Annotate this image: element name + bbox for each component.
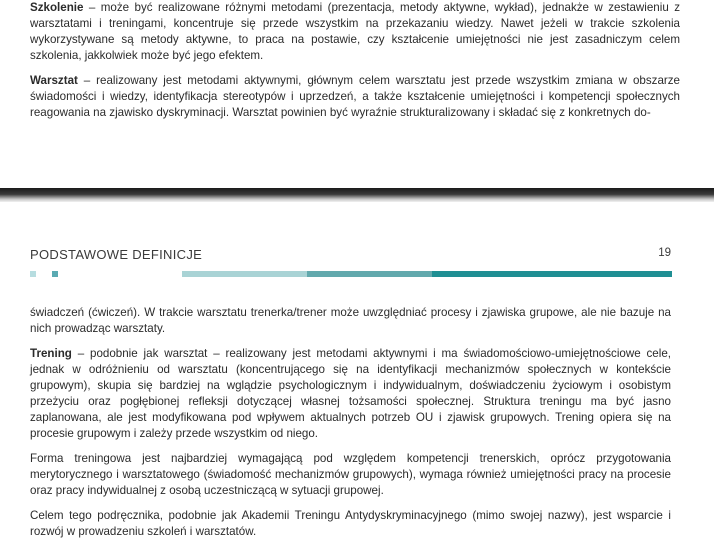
- decoration-bar-dark: [432, 271, 672, 277]
- page-number: 19: [658, 247, 671, 259]
- term-trening: Trening: [30, 347, 72, 360]
- decoration-square-mid: [52, 271, 58, 277]
- decoration-bar-mid: [307, 271, 432, 277]
- term-warsztat: Warsztat: [30, 74, 78, 87]
- term-szkolenie: Szkolenie: [30, 1, 84, 14]
- definition-szkolenie: – może być realizowane różnymi metodami (prezentacja, metody aktywne, wykład), jednakże w zestawieniu z warsztatami i treningami, koncentruje się przede wszystkim na przekazaniu wiedzy. Nawet jeżeli w trakcie szkolenia wykorzystywane są metody aktywne, to praca na postawie, czy kształcenie umiejętności nie jest zasadniczym celem szkolenia, jakkolwiek może być jego efektem.: [30, 1, 680, 62]
- definition-warsztat: – realizowany jest metodami aktywnymi, głównym celem warsztatu jest przede wszystkim zmiana w obszarze świadomości i wiedzy, identyfikacja stereotypów i uprzedzeń, a także kształcenie umiejętności i kompetencji społecznych reagowania na zjawisko dyskryminacji. Warsztat powinien być wyraźnie strukturalizowany i składać się z konkretnych do-: [30, 74, 680, 119]
- paragraph-continuation: świadczeń (ćwiczeń). W trakcie warsztatu trenerka/trener może uwzględniać procesy i zjawiska grupowe, ale nie bazuje na nich prowadząc warsztaty.: [30, 306, 671, 335]
- decoration-square-light: [30, 271, 36, 277]
- paragraph-forma-treningowa: Forma treningowa jest najbardziej wymagającą pod względem kompetencji trenerskich, oprócz przygotowania merytorycznego i warsztatowego (świadomość mechanizmów grupowych), wymaga również umiejętności pracy na procesie oraz pracy indywidualnej z osobą uczestniczącą w sytuacji grupowej.: [30, 452, 671, 497]
- previous-page: [0, 0, 714, 188]
- page-separator: [0, 188, 714, 202]
- paragraph-warsztat: [30, 73, 680, 121]
- paragraph-cel-podrecznika: Celem tego podręcznika, podobnie jak Akademii Treningu Antydyskryminacyjnego (mimo swojej nazwy), jest wsparcie i rozwój w prowadzeniu szkoleń i warsztatów.: [30, 509, 671, 538]
- current-page-text: [30, 305, 671, 549]
- running-header: PODSTAWOWE DEFINICJE: [30, 247, 203, 262]
- previous-page-text: [30, 0, 680, 130]
- decoration-bar-light: [182, 271, 307, 277]
- current-page: [0, 202, 714, 545]
- paragraph-trening: [30, 346, 671, 442]
- paragraph-szkolenie: [30, 0, 680, 64]
- definition-trening: – podobnie jak warsztat – realizowany jest metodami aktywnymi i ma świadomościowo-umiejętnościowe cele, jednak w odróżnieniu od warsztatu (koncentrującego się na identyfikacji mechanizmów społecznych w kontekście grupowym), skupia się bardziej na wglądzie psychologicznym i indywidualnym, doświadczeniu życiowym i osobistym przeżyciu oraz pogłębionej refleksji dotyczącej własnej tożsamości społecznej. Struktura treningu ma być jasno zaplanowana, ale jest modyfikowana pod wpływem aktualnych potrzeb OU i zjawisk grupowych. Trening opiera się na procesie grupowym i zależy przede wszystkim od niego.: [30, 347, 671, 440]
